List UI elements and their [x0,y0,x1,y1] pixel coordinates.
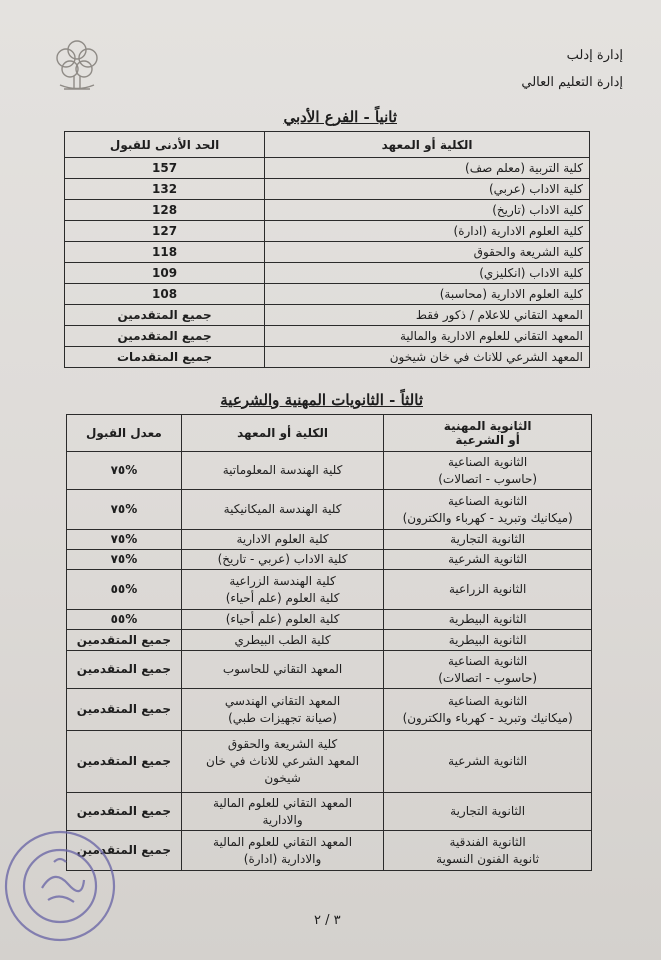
column-header-min-score: الحد الأدنى للقبول [65,132,265,158]
college-name: كلية التربية (معلم صف) [265,158,590,179]
college-name: كلية الاداب (تاريخ) [265,200,590,221]
min-score: جميع المتقدمين [65,326,265,347]
column-header-secondary: الثانوية المهنية أو الشرعية [384,415,592,452]
college-name: كلية العلوم (علم أحياء) [181,610,383,630]
column-header-rate: معدل القبول [67,415,182,452]
admission-rate: جميع المتقدمين [67,630,182,651]
table-row [67,490,592,530]
college-name: المعهد التقاني للاعلام / ذكور فقط [265,305,590,326]
table-row [65,221,590,242]
college-name: كلية الهندسة الميكانيكية [181,490,383,530]
college-name: كلية الهندسة الزراعية كلية العلوم (علم أحياء) [181,570,383,610]
literary-branch-table [64,131,590,368]
college-name: المعهد التقاني للحاسوب [181,651,383,689]
header-higher-education: إدارة التعليم العالي [521,75,623,90]
college-name: كلية الشريعة والحقوق [265,242,590,263]
table-row [67,831,592,871]
min-score: 157 [65,158,265,179]
college-name: كلية الهندسة المعلوماتية [181,452,383,490]
min-score: جميع المتقدمين [65,305,265,326]
min-score: 128 [65,200,265,221]
college-name: كلية العلوم الادارية [181,530,383,550]
table-row [65,305,590,326]
table-row [67,610,592,630]
secondary-type: الثانوية الصناعية (ميكانيك وتبريد - كهرباء والكترون) [384,490,592,530]
secondary-type: الثانوية الشرعية [384,731,592,793]
admission-rate: %٧٥ [67,530,182,550]
page-header [521,42,623,96]
section3-title: ثالثاً - الثانويات المهنية والشرعية [220,391,423,409]
college-name: كلية العلوم الادارية (ادارة) [265,221,590,242]
min-score: 109 [65,263,265,284]
admission-rate: %٧٥ [67,490,182,530]
admission-rate: جميع المتقدمين [67,689,182,731]
college-name: المعهد التقاني للعلوم المالية والادارية [181,793,383,831]
admission-rate: جميع المتقدمين [67,651,182,689]
table-row [67,689,592,731]
table-row [65,347,590,368]
vocational-table [66,414,592,871]
college-name: كلية الشريعة والحقوق المعهد الشرعي للاناث في خان شيخون [181,731,383,793]
table-row [67,452,592,490]
secondary-type: الثانوية الزراعية [384,570,592,610]
table-header-row [65,132,590,158]
table-row [67,550,592,570]
secondary-type: الثانوية التجارية [384,793,592,831]
college-name: المعهد الشرعي للاناث في خان شيخون [265,347,590,368]
min-score: 108 [65,284,265,305]
secondary-type: الثانوية الصناعية (حاسوب - اتصالات) [384,651,592,689]
admission-rate: جميع المتقدمين [67,793,182,831]
table-row [67,651,592,689]
tree-logo-icon [48,36,106,94]
table-row [67,570,592,610]
college-name: المعهد التقاني الهندسي (صيانة تجهيزات طبي) [181,689,383,731]
table-row [65,200,590,221]
table-row [65,326,590,347]
college-name: كلية الطب البيطري [181,630,383,651]
secondary-type: الثانوية الفندقية ثانوية الفنون النسوية [384,831,592,871]
college-name: كلية الاداب (عربي) [265,179,590,200]
table-row [65,284,590,305]
college-name: المعهد التقاني للعلوم المالية والادارية (ادارة) [181,831,383,871]
admission-rate: %٥٥ [67,570,182,610]
secondary-type: الثانوية الصناعية (ميكانيك وتبريد - كهرباء والكترون) [384,689,592,731]
min-score: 127 [65,221,265,242]
section2-title: ثانياً - الفرع الأدبي [283,108,397,126]
college-name: كلية الاداب (انكليزي) [265,263,590,284]
admission-rate: %٧٥ [67,550,182,570]
secondary-type: الثانوية البيطرية [384,610,592,630]
college-name: كلية الاداب (عربي - تاريخ) [181,550,383,570]
admission-rate: جميع المتقدمين [67,831,182,871]
header-directorate: إدارة إدلب [566,48,623,63]
table-row [67,630,592,651]
table-row [67,793,592,831]
secondary-type: الثانوية التجارية [384,530,592,550]
table-row [65,242,590,263]
secondary-type: الثانوية الصناعية (حاسوب - اتصالات) [384,452,592,490]
college-name: كلية العلوم الادارية (محاسبة) [265,284,590,305]
official-stamp-icon [2,828,118,944]
table-row [65,158,590,179]
table-row [67,530,592,550]
secondary-type: الثانوية البيطرية [384,630,592,651]
admission-rate: جميع المتقدمين [67,731,182,793]
min-score: 118 [65,242,265,263]
table-row [65,263,590,284]
college-name: المعهد التقاني للعلوم الادارية والمالية [265,326,590,347]
column-header-college: الكلية أو المعهد [265,132,590,158]
column-header-college: الكلية أو المعهد [181,415,383,452]
table-row [67,731,592,793]
table-header-row [67,415,592,452]
page-number: ٣ / ٢ [314,913,341,928]
min-score: 132 [65,179,265,200]
min-score: جميع المتقدمات [65,347,265,368]
admission-rate: %٥٥ [67,610,182,630]
table-row [65,179,590,200]
admission-rate: %٧٥ [67,452,182,490]
secondary-type: الثانوية الشرعية [384,550,592,570]
